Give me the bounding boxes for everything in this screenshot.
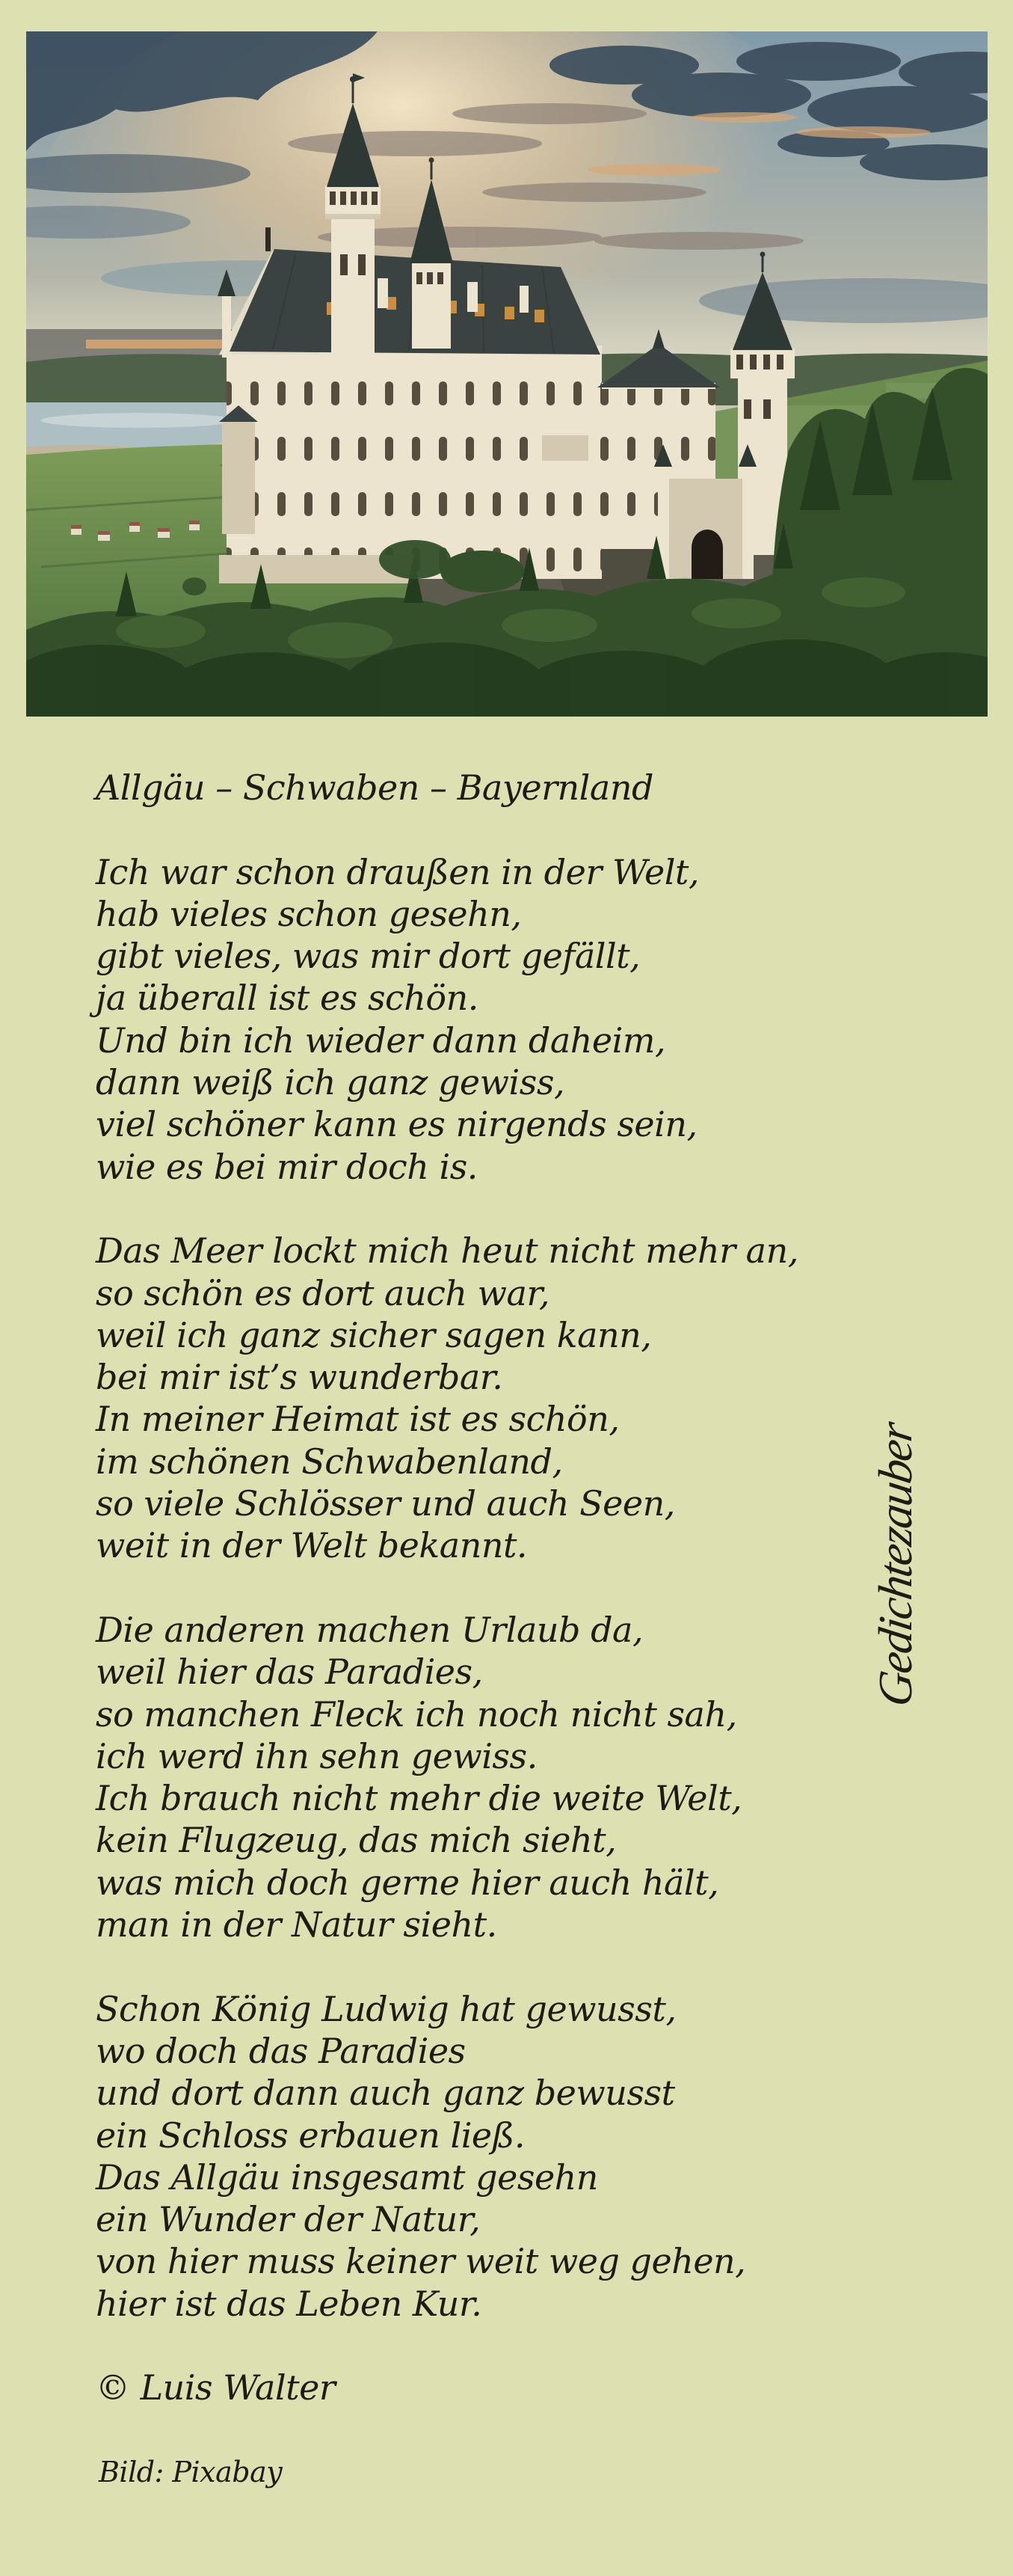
- poem-line: ich werd ihn sehn gewiss.: [96, 1735, 538, 1776]
- poem-line: wie es bei mir doch is.: [96, 1146, 478, 1187]
- poem-line: Das Meer lockt mich heut nicht mehr an,: [96, 1230, 798, 1272]
- stanza-2: [96, 1230, 798, 1566]
- poem-line: so viele Schlösser und auch Seen,: [96, 1483, 675, 1524]
- poem-line: dann weiß ich ganz gewiss,: [96, 1062, 565, 1103]
- castle-photo: [26, 31, 988, 717]
- poem-line: wo doch das Paradies: [96, 2030, 466, 2071]
- poem-line: hab vieles schon gesehn,: [96, 893, 522, 934]
- gate-arch: [692, 530, 723, 579]
- poem-line: kein Flugzeug, das mich sieht,: [96, 1820, 617, 1861]
- castle-photo-art: [26, 31, 988, 717]
- stanza-4: [96, 1988, 798, 2325]
- poem-line: gibt vieles, was mir dort gefällt,: [96, 936, 641, 977]
- poem-line: so manchen Fleck ich noch nicht sah,: [96, 1693, 737, 1735]
- poem: [96, 767, 798, 2493]
- author-credit: © Luis Walter: [96, 2367, 336, 2408]
- poem-line: im schönen Schwabenland,: [96, 1441, 563, 1482]
- knight-statue: [265, 227, 271, 251]
- poem-line: weil ich ganz sicher sagen kann,: [96, 1314, 652, 1355]
- poem-line: man in der Natur sieht.: [96, 1904, 497, 1945]
- poem-line: und dort dann auch ganz bewusst: [96, 2073, 675, 2114]
- poem-line: bei mir ist’s wunderbar.: [96, 1357, 503, 1398]
- poem-line: Und bin ich wieder dann daheim,: [96, 1019, 666, 1061]
- poem-line: so schön es dort auch war,: [96, 1272, 549, 1313]
- stanza-3: [96, 1609, 798, 1945]
- poem-line: von hier muss keiner weit weg gehen,: [96, 2241, 746, 2282]
- poem-line: Das Allgäu insgesamt gesehn: [96, 2156, 598, 2198]
- signature-watermark: Gedichtezauber: [869, 1420, 922, 1710]
- poem-line: Ich brauch nicht mehr die weite Welt,: [96, 1778, 742, 1819]
- poem-line: was mich doch gerne hier auch hält,: [96, 1862, 719, 1903]
- poem-line: hier ist das Leben Kur.: [96, 2283, 482, 2324]
- stanza-1: [96, 851, 798, 1188]
- photo-credit: Bild: Pixabay: [99, 2455, 283, 2488]
- poem-line: ein Wunder der Natur,: [96, 2199, 481, 2240]
- poem-line: weil hier das Paradies,: [96, 1652, 483, 1693]
- poem-line: Schon König Ludwig hat gewusst,: [96, 1988, 677, 2029]
- poem-line: Die anderen machen Urlaub da,: [96, 1609, 644, 1650]
- poem-title: Allgäu – Schwaben – Bayernland: [96, 767, 653, 808]
- poem-line: ein Schloss erbauen ließ.: [96, 2115, 525, 2156]
- poem-line: Ich war schon draußen in der Welt,: [96, 851, 700, 892]
- poem-line: In meiner Heimat ist es schön,: [96, 1399, 620, 1440]
- poem-line: viel schöner kann es nirgends sein,: [96, 1104, 698, 1145]
- poem-line: weit in der Welt bekannt.: [96, 1525, 528, 1566]
- poem-line: ja überall ist es schön.: [96, 978, 478, 1019]
